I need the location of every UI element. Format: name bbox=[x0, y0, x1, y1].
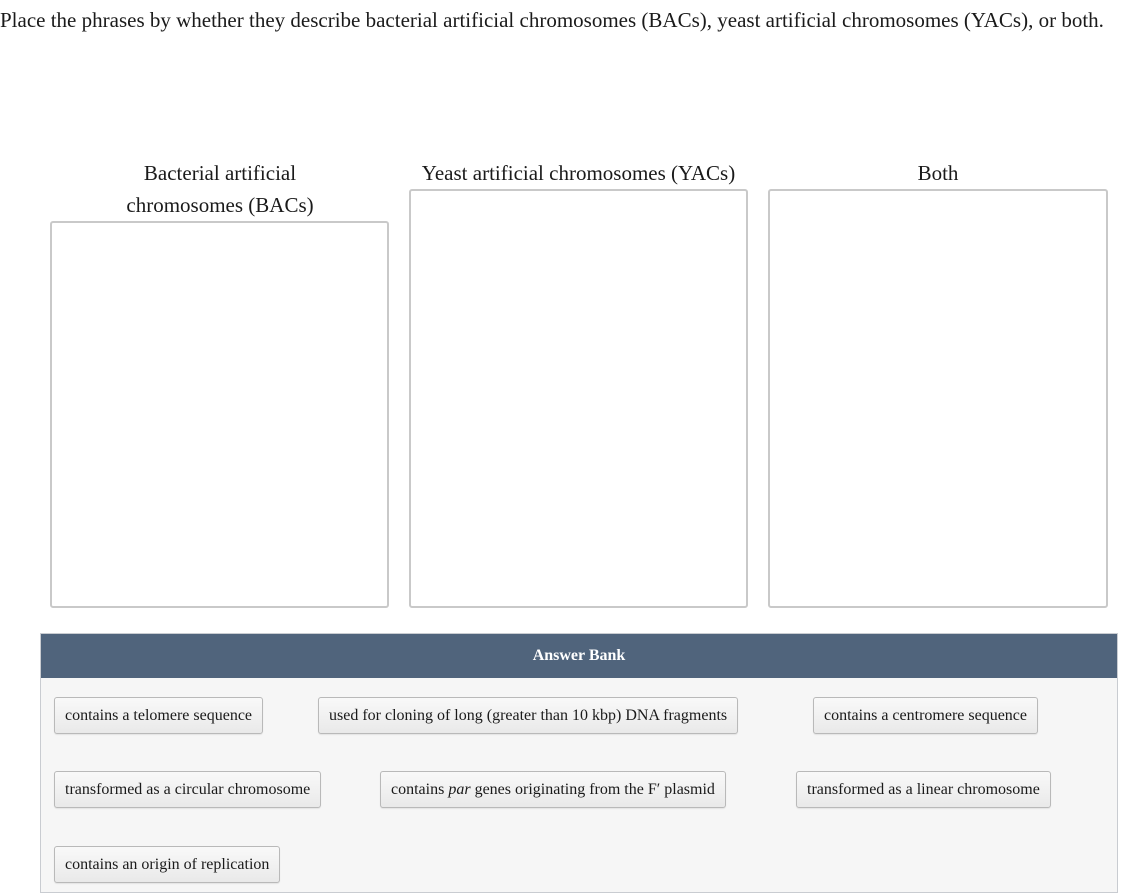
answer-chip-centromere[interactable]: contains a centromere sequence bbox=[813, 697, 1038, 734]
column-label-bacs: Bacterial artificial chromosomes (BACs) bbox=[126, 161, 314, 217]
answer-chip-par-genes-pre: contains bbox=[391, 781, 449, 798]
column-label-yacs: Yeast artificial chromosomes (YACs) bbox=[421, 161, 736, 185]
answer-bank bbox=[40, 633, 1118, 893]
answer-chip-par-genes-post: genes originating from the F′ plasmid bbox=[470, 781, 715, 798]
answer-chip-linear-chromosome[interactable]: transformed as a linear chromosome bbox=[796, 771, 1051, 808]
drop-zone-both[interactable] bbox=[768, 189, 1108, 608]
answer-chip-telomere[interactable]: contains a telomere sequence bbox=[54, 697, 263, 734]
drop-zone-yacs[interactable] bbox=[409, 189, 748, 608]
instructions-text: Place the phrases by whether they describe bacterial artificial chromosomes (BACs), yeast artificial chromosomes (YACs), or both. bbox=[0, 8, 1104, 32]
answer-chip-origin-of-replication[interactable]: contains an origin of replication bbox=[54, 846, 280, 883]
answer-bank-header: Answer Bank bbox=[41, 634, 1117, 678]
answer-chip-par-genes[interactable] bbox=[380, 771, 726, 808]
answer-chip-circular-chromosome[interactable]: transformed as a circular chromosome bbox=[54, 771, 321, 808]
drop-zone-bacs[interactable] bbox=[50, 221, 389, 608]
answer-chip-par-genes-italic: par bbox=[448, 781, 471, 798]
answer-chip-long-dna-cloning[interactable]: used for cloning of long (greater than 10 kbp) DNA fragments bbox=[318, 697, 738, 734]
column-label-both: Both bbox=[917, 161, 959, 185]
